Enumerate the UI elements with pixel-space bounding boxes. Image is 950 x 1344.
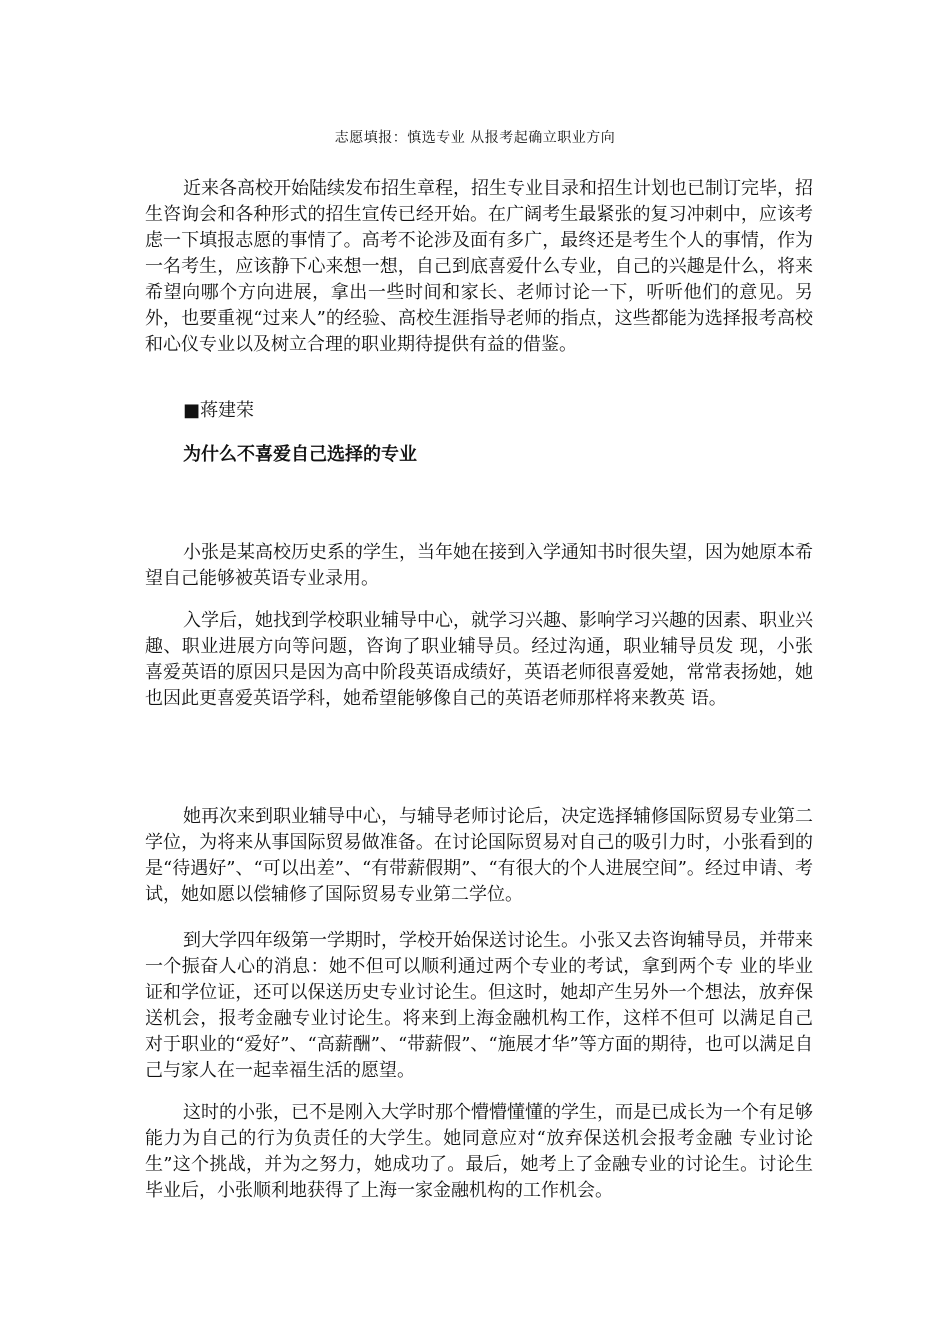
body-paragraph-2: 入学后，她找到学校职业辅导中心，就学习兴趣、影响学习兴趣的因素、职业兴趣、职业进展方向等问题，咨询了职业辅导员。经过沟通，职业辅导员发 现，小张喜爱英语的原因只是因为高中阶段英语成绩好，英语老师很喜爱她，常常表扬她，她也因此更喜爱英语学科，她希望能够像自己的英语老师那样将来教英 语。 [145, 610, 813, 709]
author-byline: ■蒋建荣 [183, 400, 255, 421]
intro-paragraph: 近来各高校开始陆续发布招生章程，招生专业目录和招生计划也已制订完毕，招生咨询会和各种形式的招生宣传已经开始。在广阔考生最紧张的复习冲刺中，应该考虑一下填报志愿的事情了。高考不论涉及面有多广，最终还是考生个人的事情，作为一名考生，应该静下心来想一想，自己到底喜爱什么专业，自己的兴趣是什么，将来希望向哪个方向进展，拿出一些时间和家长、老师讨论一下，听听他们的意见。另外，也要重视“过来人”的经验、高校生涯指导老师的指点，这些都能为选择报考高校和心仪专业以及树立合理的职业期待提供有益的借鉴。 [145, 178, 813, 355]
body-paragraph-4: 到大学四年级第一学期时，学校开始保送讨论生。小张又去咨询辅导员，并带来一个振奋人心的消息：她不但可以顺利通过两个专业的考试，拿到两个专 业的毕业证和学位证，还可以保送历史专业讨论生。但这时，她却产生另外一个想法，放弃保送机会，报考金融专业讨论生。将来到上海金融机构工作，这样不但可 以满足自己对于职业的“爱好”、“高薪酬”、“带薪假”、“施展才华”等方面的期待，也可以满足自己与家人在一起幸福生活的愿望。 [145, 930, 813, 1081]
document-title: 志愿填报：慎选专业 从报考起确立职业方向 [334, 130, 616, 146]
section-heading: 为什么不喜爱自己选择的专业 [183, 444, 417, 465]
body-paragraph-1: 小张是某高校历史系的学生，当年她在接到入学通知书时很失望，因为她原本希望自己能够被英语专业录用。 [145, 542, 813, 589]
body-paragraph-3: 她再次来到职业辅导中心，与辅导老师讨论后，决定选择辅修国际贸易专业第二学位，为将来从事国际贸易做准备。在讨论国际贸易对自己的吸引力时，小张看到的是“待遇好”、“可以出差”、“有带薪假期”、“有很大的个人进展空间”。经过申请、考试，她如愿以偿辅修了国际贸易专业第二学位。 [145, 806, 813, 905]
body-paragraph-5: 这时的小张，已不是刚入大学时那个懵懵懂懂的学生，而是已成长为一个有足够能力为自己的行为负责任的大学生。她同意应对“放弃保送机会报考金融 专业讨论生”这个挑战，并为之努力，她成功了。最后，她考上了金融专业的讨论生。讨论生毕业后，小张顺利地获得了上海一家金融机构的工作机会。 [145, 1102, 813, 1201]
